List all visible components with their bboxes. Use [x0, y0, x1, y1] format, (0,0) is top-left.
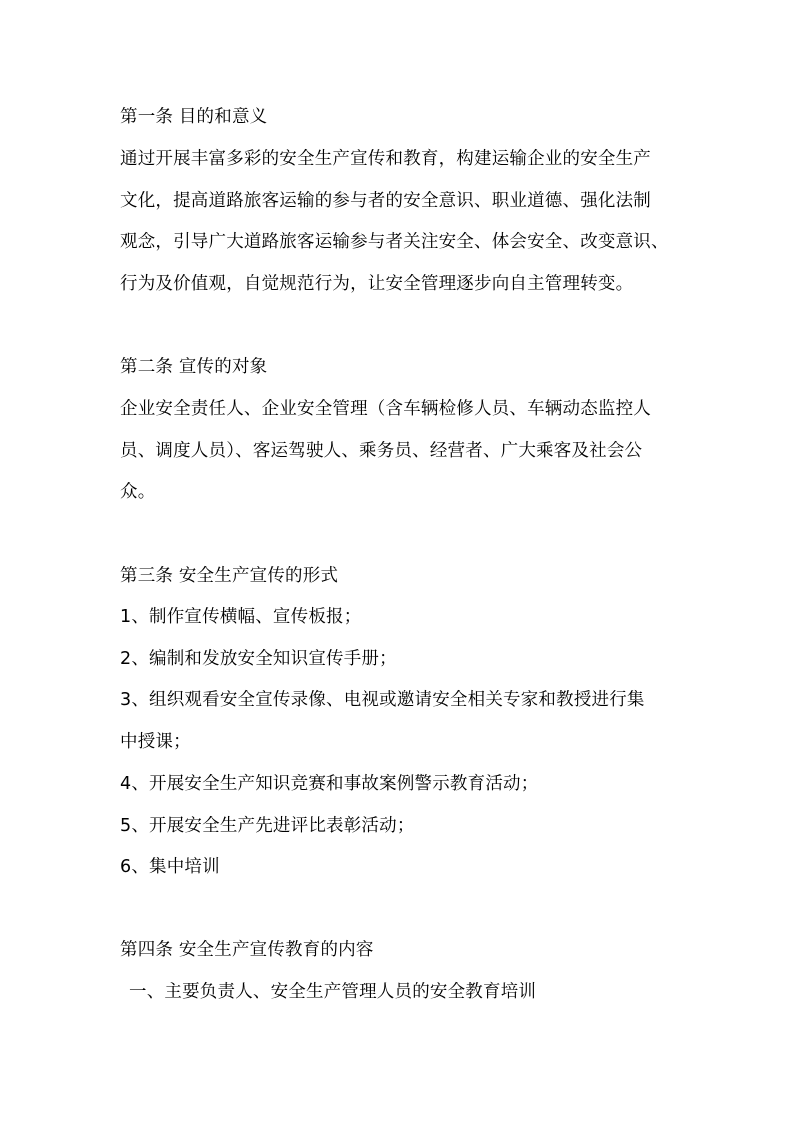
section-4-heading: 第四条 安全生产宣传教育的内容 — [120, 940, 374, 960]
section-1-heading: 第一条 目的和意义 — [120, 107, 268, 127]
section-1-line-1: 通过开展丰富多彩的安全生产宣传和教育，构建运输企业的安全生产 — [120, 149, 651, 169]
section-3-line-2: 2、编制和发放安全知识宣传手册； — [120, 649, 397, 669]
section-3-line-5: 4、开展安全生产知识竞赛和事故案例警示教育活动； — [120, 774, 539, 794]
section-2-heading: 第二条 宣传的对象 — [120, 357, 268, 377]
section-2-line-1: 企业安全责任人、企业安全管理（含车辆检修人员、车辆动态监控人 — [120, 399, 651, 419]
section-1-line-4: 行为及价值观，自觉规范行为，让安全管理逐步向自主管理转变。 — [120, 274, 634, 294]
section-3-line-3: 3、组织观看安全宣传录像、电视或邀请安全相关专家和教授进行集 — [120, 690, 645, 710]
section-3-line-6: 5、开展安全生产先进评比表彰活动； — [120, 816, 415, 836]
section-4-line-1: 一、主要负责人、安全生产管理人员的安全教育培训 — [129, 982, 537, 1002]
section-1-line-2: 文化，提高道路旅客运输的参与者的安全意识、职业道德、强化法制 — [120, 191, 651, 211]
section-1-line-3: 观念，引导广大道路旅客运输参与者关注安全、体会安全、改变意识、 — [120, 232, 669, 252]
section-2-line-2: 员、调度人员）、客运驾驶人、乘务员、经营者、广大乘客及社会公 — [120, 441, 643, 461]
section-3-line-1: 1、制作宣传横幅、宣传板报； — [120, 607, 362, 627]
section-3-heading: 第三条 安全生产宣传的形式 — [120, 566, 339, 586]
section-3-line-7: 6、集中培训 — [120, 857, 220, 877]
section-3-line-4: 中授课； — [120, 732, 191, 752]
section-2-line-3: 众。 — [120, 482, 156, 502]
